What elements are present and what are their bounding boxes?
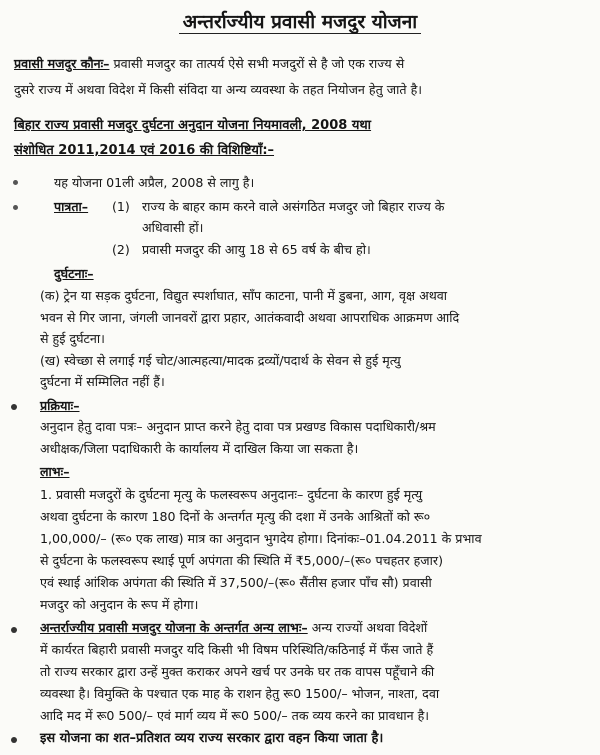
eligibility-item-2-text: प्रवासी मजदुर की आयु 18 से 65 वर्ष के बीच हो। xyxy=(142,242,371,257)
eligibility-item-2-num: (2) xyxy=(112,242,130,257)
accident-a-line-1: (क) ट्रेन या सड़क दुर्घटना, विद्युत स्पर्शाघात, साँप काटना, पानी में डुबना, आग, वृक्ष अथवा xyxy=(40,288,448,303)
accident-b-line-2: दुर्घटना में सम्मिलित नहीं हैं। xyxy=(40,374,165,389)
other-heading: अन्तर्राज्यीय प्रवासी मजदुर योजना के अन्तर्गत अन्य लाभः– xyxy=(40,620,308,635)
intro-text-1: प्रवासी मजदुर का तात्पर्य ऐसे सभी मजदुरों से है जो एक राज्य से xyxy=(113,56,405,71)
eligibility-item-1-num: (1) xyxy=(112,199,130,214)
eligibility-label: पात्रता– xyxy=(54,199,89,214)
process-heading: प्रक्रियाः– xyxy=(40,398,80,413)
intro-line-1 xyxy=(14,55,404,72)
eligibility-item-1-text: राज्य के बाहर काम करने वाले असंगठित मजदुर जो बिहार राज्य के xyxy=(142,199,445,214)
bullet-icon xyxy=(13,180,18,185)
other-line-4: व्यवस्था है। विमुक्ति के पश्चात एक माह के राशन हेतु रू0 1500/– भोजन, नाश्ता, दवा xyxy=(40,686,440,701)
accident-a-line-2: भवन से गिर जाना, जंगली जानवरों द्वारा प्रहार, आतंकवादी अथवा आपराधिक आक्रमण आदि xyxy=(40,310,460,325)
other-line-1 xyxy=(40,619,427,636)
bullet-icon xyxy=(11,404,17,410)
effective-date: यह योजना 01ली अप्रैल, 2008 से लागु है। xyxy=(54,175,255,190)
bullet-icon xyxy=(11,737,17,743)
rules-heading-line-2 xyxy=(14,142,274,159)
process-line-2: अधीक्षक/जिला पदाधिकारी के कार्यालय में दाखिल किया जा सकता है। xyxy=(40,441,359,456)
benefits-line-6: मजदुर को अनुदान के रूप में होगा। xyxy=(40,597,199,612)
bullet-icon xyxy=(11,627,17,633)
process-line-1: अनुदान हेतु दावा पत्रः– अनुदान प्राप्त करने हेतु दावा पत्र प्रखण्ड विकास पदाधिकारी/श्रम xyxy=(40,419,436,434)
benefits-line-4: से दुर्घटना के फलस्वरूप स्थाई पूर्ण अपंगता की स्थिति में ₹5,000/–(रू० पचहतर हजार) xyxy=(40,553,443,568)
benefits-line-5: एवं स्थाई आंशिक अपंगता की स्थिति में 37,500/–(रू० सैंतीस हजार पाँच सौ) प्रवासी xyxy=(40,575,432,590)
rules-heading-line-1 xyxy=(14,117,371,134)
rules-heading-text-1: बिहार राज्य प्रवासी मजदुर दुर्घटना अनुदान योजना नियमावली, 2008 यथा xyxy=(14,118,372,133)
accident-heading: दुर्घटनाः– xyxy=(54,266,94,281)
other-line-5: आदि मद में रू0 500/– एवं मार्ग व्यय में रू0 500/– तक व्यय करने का प्रावधान है। xyxy=(40,708,430,723)
benefits-line-1: 1. प्रवासी मजदुरों के दुर्घटना मृत्यु के फलस्वरूप अनुदानः– दुर्घटना के कारण हुई मृत्यु xyxy=(40,487,423,502)
other-text-1: अन्य राज्यों अथवा विदेशों xyxy=(311,620,428,635)
page-title: अन्तर्राज्यीय प्रवासी मजदुर योजना xyxy=(0,8,600,34)
accident-b-line-1: (ख) स्वेच्छा से लगाई गई चोट/आत्महत्या/मादक द्रव्यों/पदार्थ के सेवन से हुई मृत्यु xyxy=(40,353,401,368)
benefits-line-3: 1,00,000/– (रू० एक लाख) मात्र का अनुदान भुगदेय होगा। दिनांकः–01.04.2011 के प्रभाव xyxy=(40,531,482,546)
eligibility-line-1 xyxy=(54,198,88,215)
accident-a-line-3: से हुई दुर्घटना। xyxy=(40,331,105,346)
bullet-icon xyxy=(13,205,18,210)
rules-heading-text-2: संशोधित 2011,2014 एवं 2016 की विशिष्टियाँ:– xyxy=(14,143,275,158)
benefits-line-2: अथवा दुर्घटना के कारण 180 दिनों के अन्तर्गत मृत्यु की दशा में उनके आश्रितों को रू० xyxy=(40,509,431,524)
other-line-2: में कार्यरत बिहारी प्रवासी मजदुर यदि किसी भी विषम परिस्थिति/कठिनाई में फँस जाते हैं xyxy=(40,642,434,657)
intro-line-2: दुसरे राज्य में अथवा विदेश में किसी संविदा या अन्य व्यवस्था के तहत नियोजन हेतु जाते है। xyxy=(14,82,423,97)
funding-note: इस योजना का शत–प्रतिशत व्यय राज्य सरकार द्वारा वहन किया जाता है। xyxy=(40,731,384,746)
eligibility-item-1-text-2: अधिवासी हों। xyxy=(142,220,204,235)
other-line-3: तो राज्य सरकार द्वारा उन्हें मुक्त कराकर अपने खर्च पर उनके घर तक वापस पहूँचाने की xyxy=(40,664,435,679)
benefits-heading: लाभः– xyxy=(40,464,70,479)
intro-heading: प्रवासी मजदुर कौनः– xyxy=(14,56,110,71)
